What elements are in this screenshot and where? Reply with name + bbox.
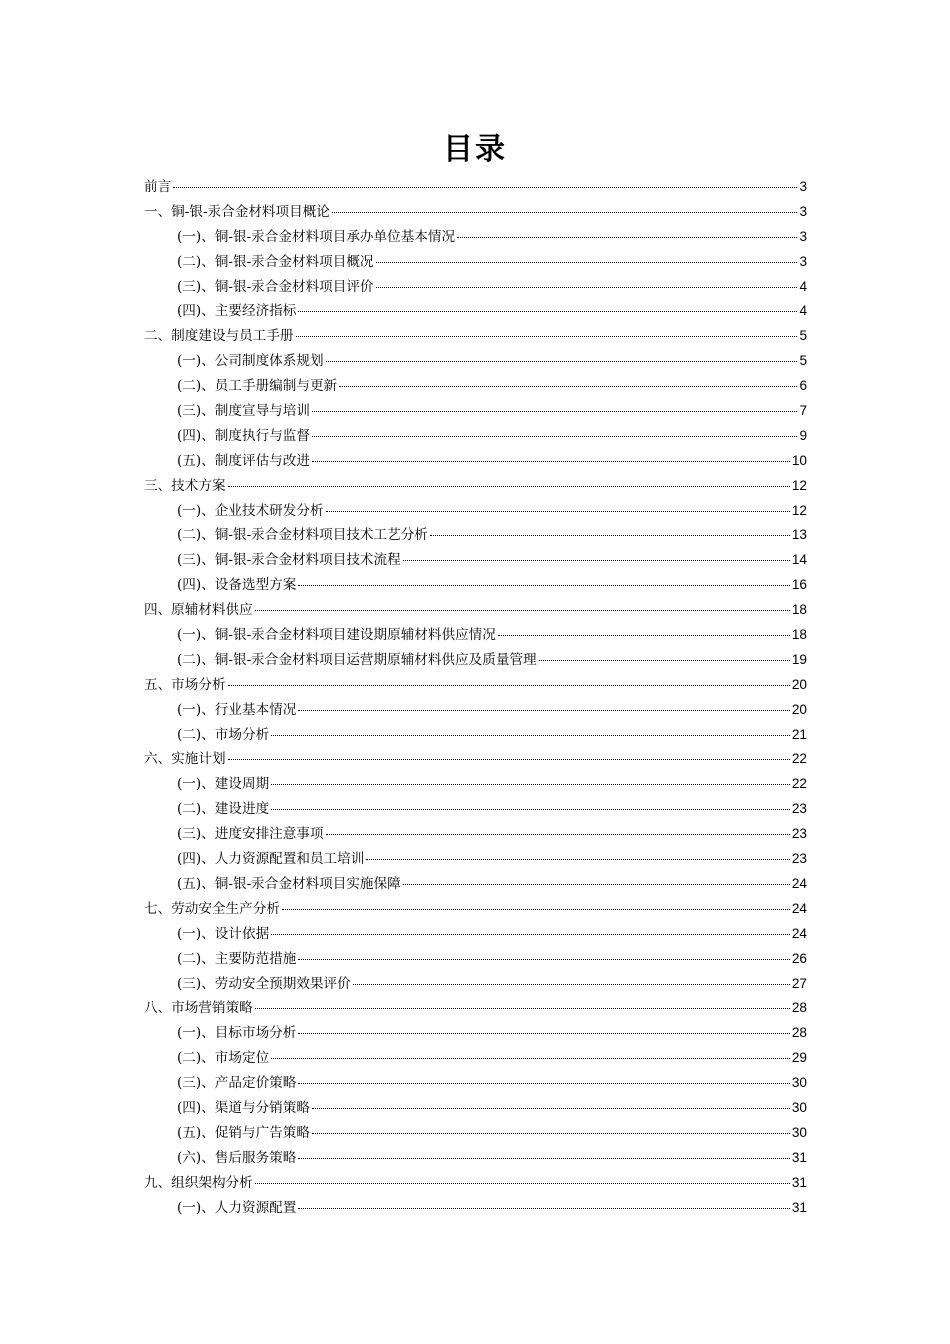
toc-entry[interactable]: [144, 648, 807, 673]
toc-entry-label: (二)、铜-银-汞合金材料项目概况: [177, 253, 374, 270]
dot-leader: [430, 535, 790, 536]
toc-title: 目录: [443, 132, 507, 167]
toc-entry[interactable]: [144, 474, 807, 499]
toc-entry-page: 4: [799, 303, 807, 319]
toc-entry-page: 4: [799, 278, 807, 294]
toc-entry[interactable]: [144, 897, 807, 922]
toc-entry[interactable]: [144, 499, 807, 524]
toc-entry-page: 31: [791, 1149, 807, 1165]
toc-entry-page: 26: [791, 950, 807, 966]
dot-leader: [312, 1133, 790, 1134]
toc-entry-page: 24: [791, 925, 807, 941]
toc-entry-label: (五)、铜-银-汞合金材料项目实施保障: [177, 875, 401, 892]
dot-leader: [312, 1108, 790, 1109]
toc-entry-page: 28: [791, 1025, 807, 1041]
dot-leader: [326, 361, 798, 362]
dot-leader: [173, 187, 797, 188]
dot-leader: [255, 610, 790, 611]
toc-entry-label: (六)、售后服务策略: [177, 1149, 297, 1166]
dot-leader: [312, 436, 797, 437]
toc-entry-label: (五)、促销与广告策略: [177, 1124, 310, 1141]
toc-entry-page: 29: [791, 1050, 807, 1066]
toc-entry-page: 10: [791, 452, 807, 468]
toc-entry-label: (一)、企业技术研发分析: [177, 502, 324, 519]
toc-entry-page: 23: [791, 826, 807, 842]
toc-entry[interactable]: [144, 424, 807, 449]
dot-leader: [332, 212, 798, 213]
toc-entry[interactable]: [144, 872, 807, 897]
dot-leader: [326, 834, 790, 835]
dot-leader: [298, 1083, 790, 1084]
dot-leader: [282, 909, 790, 910]
toc-entry-label: (三)、产品定价策略: [177, 1075, 297, 1092]
dot-leader: [312, 461, 790, 462]
dot-leader: [457, 237, 797, 238]
toc-entry-label: (二)、市场定位: [177, 1050, 270, 1067]
dot-leader: [298, 710, 790, 711]
toc-entry-page: 18: [791, 627, 807, 643]
toc-entry[interactable]: [144, 449, 807, 474]
toc-entry-label: (四)、制度执行与监督: [177, 427, 310, 444]
toc-entry-label: (二)、铜-银-汞合金材料项目技术工艺分析: [177, 527, 428, 544]
toc-entry-label: (四)、渠道与分销策略: [177, 1099, 310, 1116]
toc-entry-page: 30: [791, 1075, 807, 1091]
toc-entry[interactable]: [144, 523, 807, 548]
dot-leader: [298, 311, 797, 312]
toc-entry-label: (四)、主要经济指标: [177, 303, 297, 320]
toc-entry-page: 30: [791, 1099, 807, 1115]
toc-entry-page: 3: [799, 179, 807, 194]
dot-leader: [298, 1208, 790, 1209]
toc-entry-label: (二)、建设进度: [177, 801, 270, 818]
toc-entry-page: 19: [791, 651, 807, 667]
dot-leader: [312, 411, 797, 412]
toc-entry-page: 22: [791, 751, 807, 767]
toc-entry-label: (一)、行业基本情况: [177, 701, 297, 718]
toc-entry-page: 20: [791, 676, 807, 692]
toc-entry[interactable]: [144, 1146, 807, 1171]
toc-entry[interactable]: [144, 1196, 807, 1221]
table-of-contents: [144, 175, 807, 1220]
toc-entry-page: 16: [791, 577, 807, 593]
toc-entry-label: (一)、公司制度体系规划: [177, 353, 324, 370]
toc-entry[interactable]: [144, 573, 807, 598]
dot-leader: [298, 1033, 790, 1034]
toc-entry[interactable]: [144, 1046, 807, 1071]
toc-entry[interactable]: [144, 200, 807, 225]
toc-entry-label: 前言: [144, 179, 172, 195]
dot-leader: [228, 759, 790, 760]
toc-entry[interactable]: [144, 1121, 807, 1146]
toc-entry-label: (二)、市场分析: [177, 726, 270, 743]
toc-entry-page: 3: [799, 203, 807, 219]
dot-leader: [376, 287, 798, 288]
toc-entry[interactable]: [144, 947, 807, 972]
toc-entry-page: 28: [791, 1000, 807, 1016]
toc-entry[interactable]: [144, 698, 807, 723]
toc-entry-label: (三)、铜-银-汞合金材料项目评价: [177, 278, 374, 295]
dot-leader: [271, 784, 790, 785]
toc-entry-label: (二)、主要防范措施: [177, 950, 297, 967]
toc-entry[interactable]: [144, 374, 807, 399]
toc-entry-page: 31: [791, 1199, 807, 1215]
toc-entry[interactable]: [144, 1096, 807, 1121]
toc-entry-page: 24: [791, 875, 807, 891]
dot-leader: [339, 386, 797, 387]
toc-entry-page: 7: [799, 403, 807, 419]
toc-entry-label: 九、组织架构分析: [144, 1174, 253, 1191]
toc-entry-page: 21: [791, 726, 807, 742]
dot-leader: [403, 560, 790, 561]
toc-entry[interactable]: [144, 847, 807, 872]
toc-entry[interactable]: [144, 723, 807, 748]
dot-leader: [271, 809, 790, 810]
dot-leader: [271, 1058, 790, 1059]
toc-entry-page: 13: [791, 527, 807, 543]
toc-entry-label: (四)、设备选型方案: [177, 577, 297, 594]
toc-entry-page: 3: [799, 228, 807, 244]
toc-entry[interactable]: [144, 922, 807, 947]
toc-entry[interactable]: [144, 772, 807, 797]
toc-entry-page: 23: [791, 801, 807, 817]
toc-entry-label: (一)、建设周期: [177, 776, 270, 793]
toc-entry[interactable]: [144, 598, 807, 623]
toc-entry-page: 24: [791, 900, 807, 916]
toc-entry-label: 七、劳动安全生产分析: [144, 900, 280, 917]
toc-entry[interactable]: [144, 797, 807, 822]
toc-entry-page: 30: [791, 1124, 807, 1140]
dot-leader: [353, 984, 790, 985]
toc-entry[interactable]: [144, 275, 807, 300]
toc-entry-page: 9: [799, 427, 807, 443]
toc-entry-label: (一)、铜-银-汞合金材料项目承办单位基本情况: [177, 228, 456, 245]
toc-entry[interactable]: [144, 822, 807, 847]
toc-entry-label: 一、铜-银-汞合金材料项目概论: [144, 203, 330, 220]
toc-entry-page: 12: [791, 477, 807, 493]
dot-leader: [326, 511, 790, 512]
dot-leader: [366, 859, 790, 860]
toc-entry-label: (三)、铜-银-汞合金材料项目技术流程: [177, 552, 401, 569]
dot-leader: [271, 934, 790, 935]
dot-leader: [298, 959, 790, 960]
dot-leader: [403, 884, 790, 885]
toc-entry-page: 12: [791, 502, 807, 518]
dot-leader: [376, 262, 798, 263]
toc-entry[interactable]: [144, 399, 807, 424]
toc-entry-page: 31: [791, 1174, 807, 1190]
toc-entry[interactable]: [144, 972, 807, 997]
dot-leader: [228, 685, 790, 686]
toc-entry[interactable]: [144, 299, 807, 324]
toc-entry-page: 20: [791, 701, 807, 717]
toc-entry[interactable]: [144, 673, 807, 698]
toc-entry[interactable]: [144, 175, 807, 200]
dot-leader: [228, 486, 790, 487]
toc-entry-label: (三)、劳动安全预期效果评价: [177, 975, 351, 992]
toc-entry-page: 6: [799, 378, 807, 394]
toc-entry-label: (一)、目标市场分析: [177, 1025, 297, 1042]
toc-entry[interactable]: [144, 1071, 807, 1096]
toc-entry-label: (一)、铜-银-汞合金材料项目建设期原辅材料供应情况: [177, 627, 496, 644]
toc-entry-page: 27: [791, 975, 807, 991]
toc-entry-label: 三、技术方案: [144, 477, 226, 494]
toc-entry-label: 八、市场营销策略: [144, 1000, 253, 1017]
toc-entry-page: 23: [791, 851, 807, 867]
toc-entry-page: 3: [799, 253, 807, 269]
toc-entry-label: 四、原辅材料供应: [144, 602, 253, 619]
toc-entry[interactable]: [144, 324, 807, 349]
toc-entry-label: 二、制度建设与员工手册: [144, 328, 294, 345]
toc-entry[interactable]: [144, 349, 807, 374]
dot-leader: [498, 635, 790, 636]
toc-entry-label: 五、市场分析: [144, 676, 226, 693]
toc-entry-page: 14: [791, 552, 807, 568]
dot-leader: [255, 1183, 790, 1184]
toc-entry[interactable]: [144, 1171, 807, 1196]
dot-leader: [255, 1008, 790, 1009]
toc-entry-label: (二)、铜-银-汞合金材料项目运营期原辅材料供应及质量管理: [177, 651, 537, 668]
toc-entry[interactable]: [144, 250, 807, 275]
toc-entry-label: (四)、人力资源配置和员工培训: [177, 851, 365, 868]
toc-entry[interactable]: [144, 623, 807, 648]
toc-entry[interactable]: [144, 225, 807, 250]
toc-entry-page: 5: [799, 328, 807, 344]
toc-entry[interactable]: [144, 996, 807, 1021]
dot-leader: [298, 585, 790, 586]
toc-entry-label: (一)、设计依据: [177, 925, 270, 942]
toc-entry-page: 22: [791, 776, 807, 792]
toc-entry-label: (五)、制度评估与改进: [177, 452, 310, 469]
toc-entry-page: 18: [791, 602, 807, 618]
toc-entry[interactable]: [144, 1021, 807, 1046]
dot-leader: [539, 660, 790, 661]
toc-entry-page: 5: [799, 353, 807, 369]
toc-entry-label: (三)、制度宣导与培训: [177, 403, 310, 420]
toc-entry[interactable]: [144, 747, 807, 772]
dot-leader: [298, 1158, 790, 1159]
toc-entry-label: (三)、进度安排注意事项: [177, 826, 324, 843]
toc-entry-label: 六、实施计划: [144, 751, 226, 768]
toc-entry[interactable]: [144, 548, 807, 573]
dot-leader: [271, 735, 790, 736]
toc-entry-label: (一)、人力资源配置: [177, 1199, 297, 1216]
toc-entry-label: (二)、员工手册编制与更新: [177, 378, 338, 395]
dot-leader: [296, 336, 798, 337]
